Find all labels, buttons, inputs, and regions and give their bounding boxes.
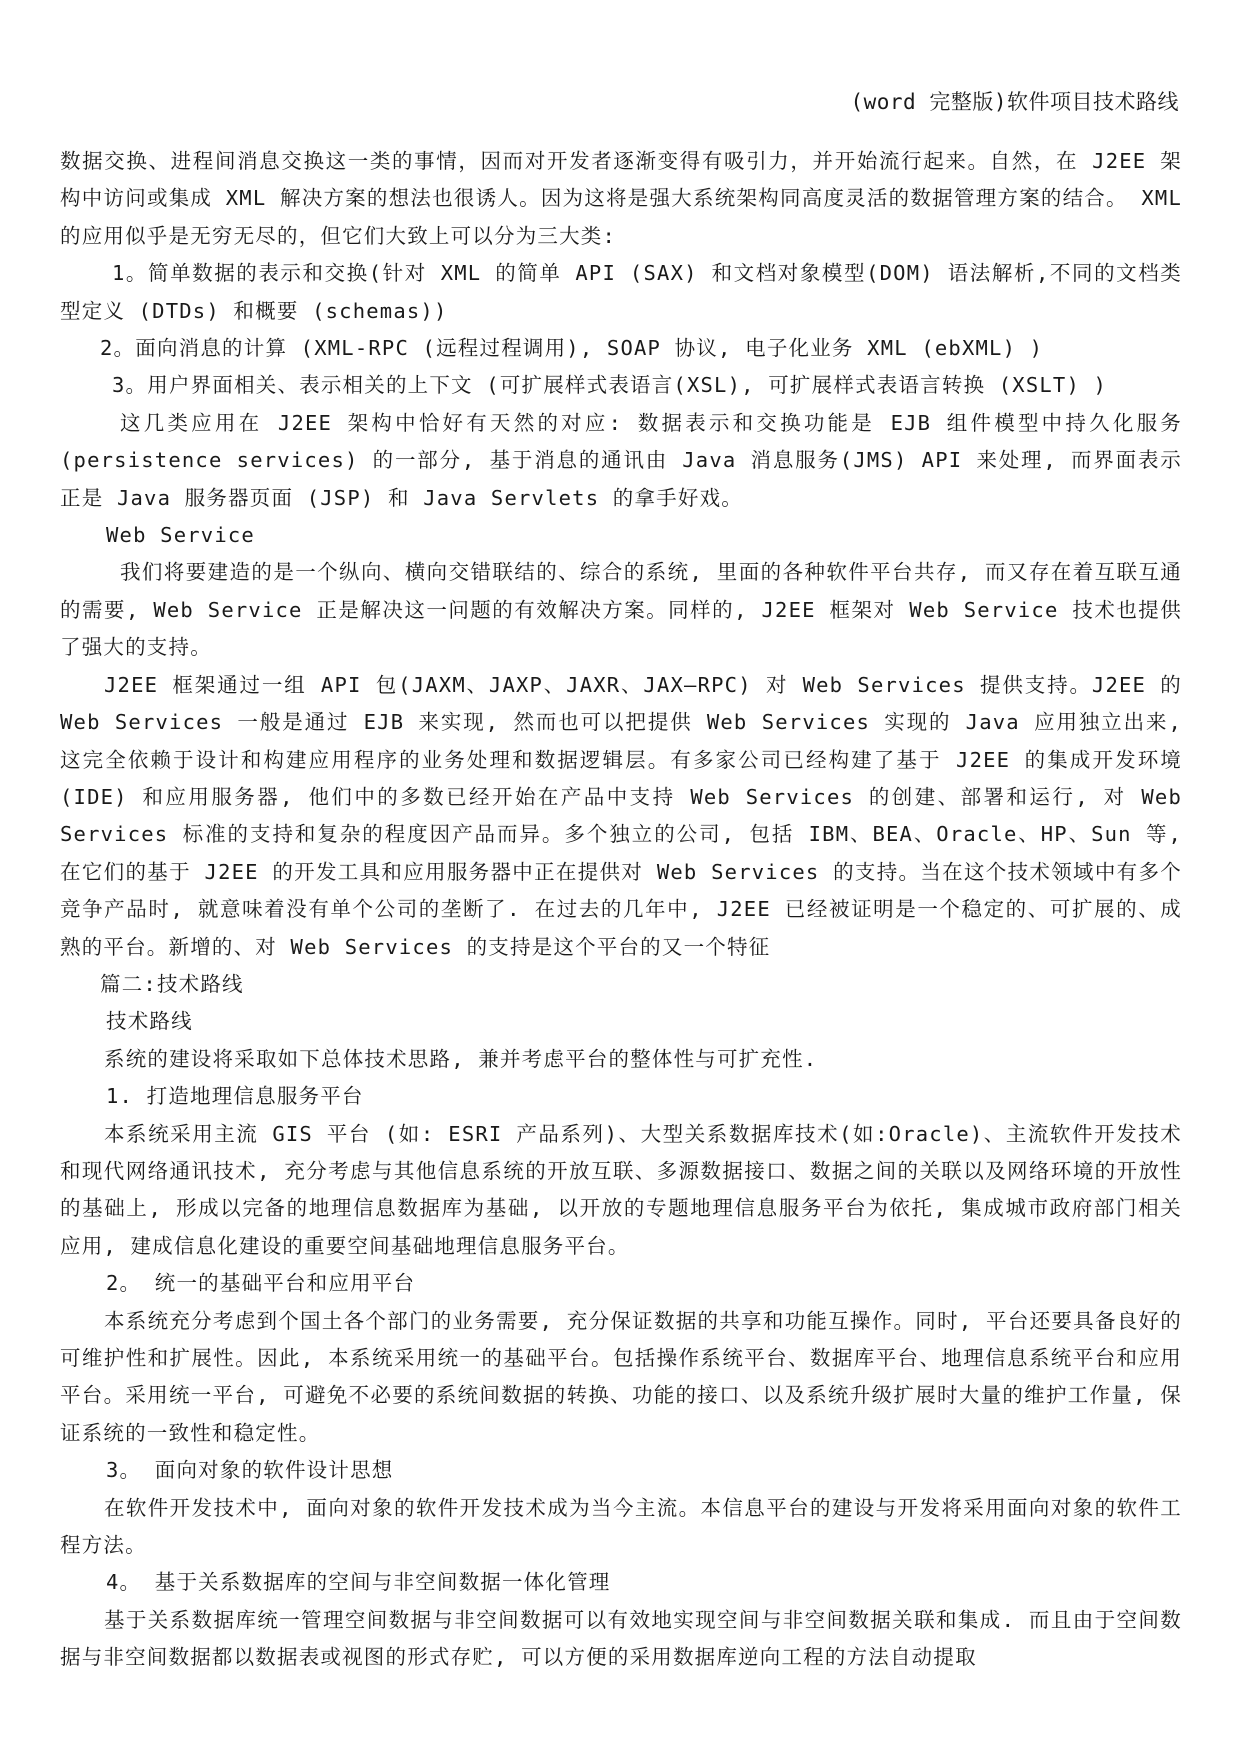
section-heading: 3。 面向对象的软件设计思想 bbox=[106, 1458, 394, 1483]
section-heading: 1. 打造地理信息服务平台 bbox=[106, 1084, 364, 1109]
paragraph: 数据交换、进程间消息交换这一类的事情，因而对开发者逐渐变得有吸引力，并开始流行起来。自然，在 J2EE 架构中访问或集成 XML 解决方案的想法也很诱人。因为这将是强大系统架构同高度灵活的数据管理方案的结合。 XML 的应用似乎是无穷无尽的，但它们大致上可以分为三大类: bbox=[60, 149, 1182, 248]
document-body bbox=[60, 143, 1182, 1677]
list-item: 1。简单数据的表示和交换(针对 XML 的简单 API (SAX) 和文档对象模型(DOM) 语法解析,不同的文档类型定义 (DTDs) 和概要 (schemas)) bbox=[60, 261, 1182, 323]
list-item: 3。用户界面相关、表示相关的上下文 (可扩展样式表语言(XSL), 可扩展样式表语言转换 (XSLT) ) bbox=[112, 373, 1108, 398]
paragraph: J2EE 框架通过一组 API 包(JAXM、JAXP、JAXR、JAX—RPC) 对 Web Services 提供支持。J2EE 的 Web Services 一般是通过 EJB 来实现, 然而也可以把提供 Web Services 实现的 Java 应用独立出来, 这完全依赖于设计和构建应用程序的业务处理和数据逻辑层。有多家公司已经构建了基于 J2EE 的集成开发环境 (IDE) 和应用服务器, 他们中的多数已经开始在产品中支持 Web Services 的创建、部署和运行, 对 Web Services 标准的支持和复杂的程度因产品而异。多个独立的公司, 包括 IBM、BEA、Oracle、HP、Sun 等, 在它们的基于 J2EE 的开发工具和应用服务器中正在提供对 Web Services 的支持。当在这个技术领域中有多个竞争产品时, 就意味着没有单个公司的垄断了. 在过去的几年中, J2EE 已经被证明是一个稳定的、可扩展的、成熟的平台。新增的、对 Web Services 的支持是这个平台的又一个特征 bbox=[60, 672, 1182, 959]
section-heading: Web Service bbox=[106, 523, 255, 548]
section-heading: 4。 基于关系数据库的空间与非空间数据一体化管理 bbox=[106, 1570, 611, 1595]
list-item: 2。面向消息的计算 (XML-RPC (远程过程调用), SOAP 协议, 电子化业务 XML (ebXML) ) bbox=[100, 336, 1044, 361]
section-heading: 技术路线 bbox=[106, 1009, 193, 1034]
section-heading: 2。 统一的基础平台和应用平台 bbox=[106, 1271, 416, 1296]
page-header: (word 完整版)软件项目技术路线 bbox=[850, 90, 1179, 114]
paragraph: 这几类应用在 J2EE 架构中恰好有天然的对应: 数据表示和交换功能是 EJB 组件模型中持久化服务 (persistence services) 的一部分, 基于消息的通讯由 Java 消息服务(JMS) API 来处理, 而界面表示正是 Java 服务器页面 (JSP) 和 Java Servlets 的拿手好戏。 bbox=[60, 410, 1182, 510]
paragraph: 本系统充分考虑到个国土各个部门的业务需要, 充分保证数据的共享和功能互操作。同时, 平台还要具备良好的可维护性和扩展性。因此, 本系统采用统一的基础平台。包括操作系统平台、数据库平台、地理信息系统平台和应用平台。采用统一平台, 可避免不必要的系统间数据的转换、功能的接口、以及系统升级扩展时大量的维护工作量, 保证系统的一致性和稳定性。 bbox=[60, 1308, 1182, 1445]
paragraph: 系统的建设将采取如下总体技术思路, 兼并考虑平台的整体性与可扩充性. bbox=[104, 1046, 818, 1071]
section-heading: 篇二:技术路线 bbox=[100, 971, 244, 996]
paragraph: 本系统采用主流 GIS 平台 (如: ESRI 产品系列)、大型关系数据库技术(如:Oracle)、主流软件开发技术和现代网络通讯技术, 充分考虑与其他信息系统的开放互联、多源数据接口、数据之间的关联以及网络环境的开放性的基础上, 形成以完备的地理信息数据库为基础, 以开放的专题地理信息服务平台为依托, 集成城市政府部门相关应用, 建成信息化建设的重要空间基础地理信息服务平台。 bbox=[60, 1121, 1182, 1258]
paragraph: 我们将要建造的是一个纵向、横向交错联结的、综合的系统, 里面的各种软件平台共存, 而又存在着互联互通的需要, Web Service 正是解决这一问题的有效解决方案。同样的, J2EE 框架对 Web Service 技术也提供了强大的支持。 bbox=[60, 560, 1182, 660]
paragraph: 基于关系数据库统一管理空间数据与非空间数据可以有效地实现空间与非空间数据关联和集成. 而且由于空间数据与非空间数据都以数据表或视图的形式存贮, 可以方便的采用数据库逆向工程的方法自动提取 bbox=[60, 1607, 1182, 1670]
paragraph: 在软件开发技术中, 面向对象的软件开发技术成为当今主流。本信息平台的建设与开发将采用面向对象的软件工程方法。 bbox=[60, 1495, 1182, 1558]
